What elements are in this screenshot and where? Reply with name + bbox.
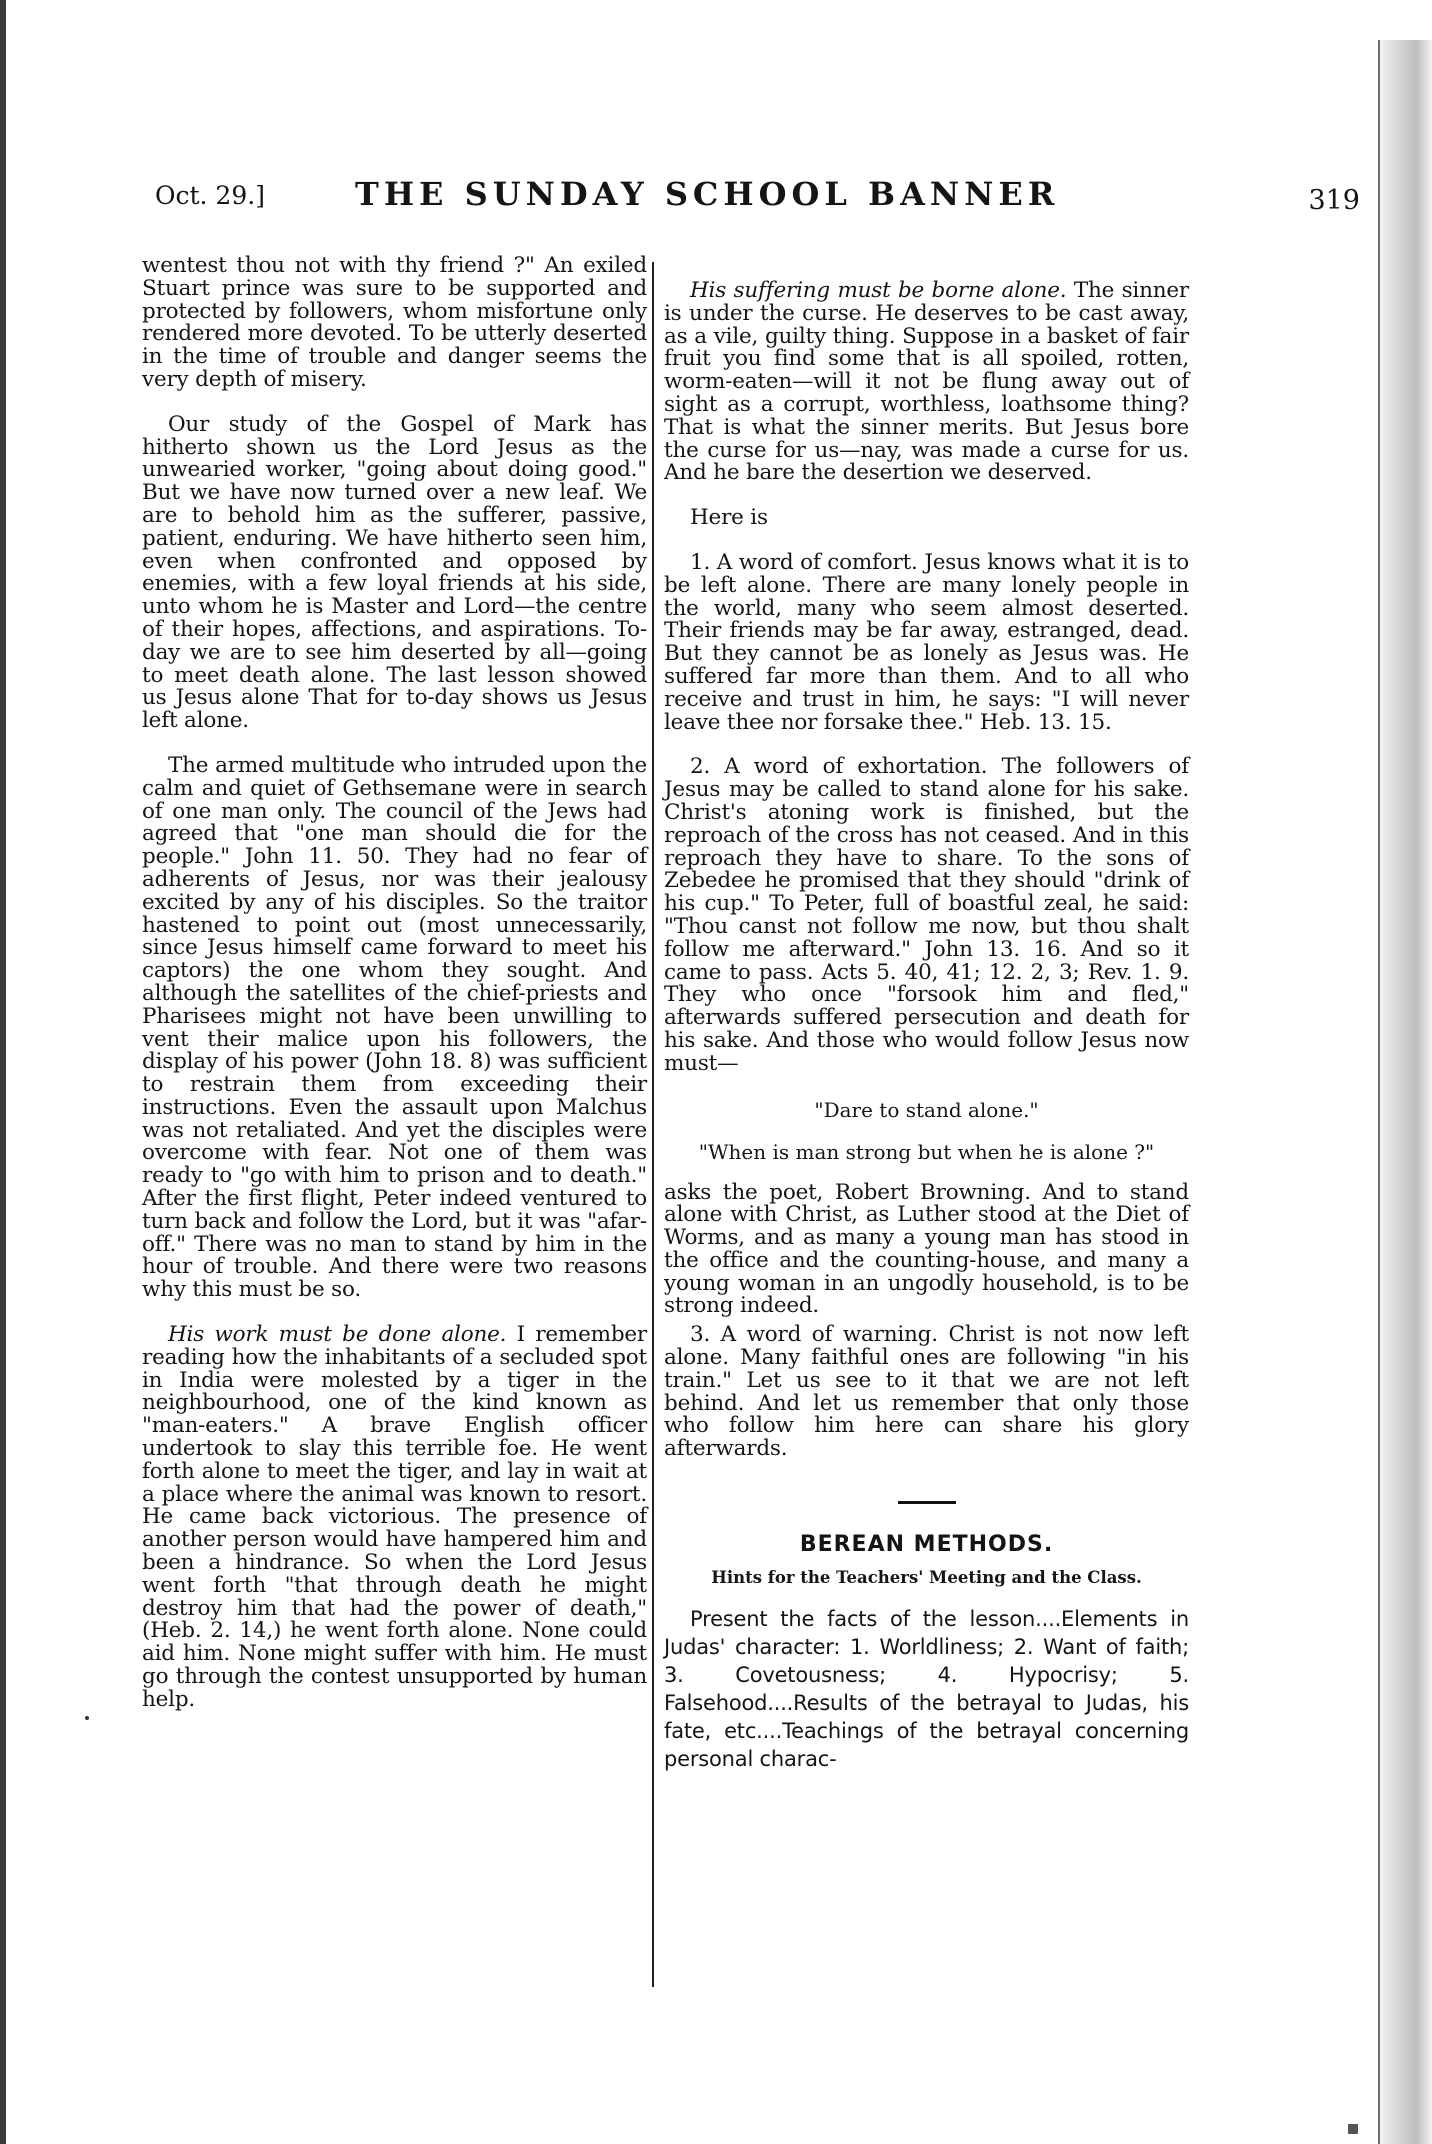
paragraph: 3. A word of warning. Christ is not now left alone. Many faithful ones are following "in his train." Let us see to it that we are not left behind. And let us remember that only those who follow him here can share his glory afterwards. [664, 1322, 1189, 1462]
section-subheading: Hints for the Teachers' Meeting and the Class. [711, 1568, 1142, 1588]
paragraph-lead: His suffering must be borne alone. [690, 278, 1067, 303]
paragraph-body: The sinner is under the curse. He deserves to be cast away, as a vile, guilty thing. Suppose in a basket of fair fruit you find some that is all spoiled, rotten, worm-eaten—will it not be flung away out of sight as a corrupt, worthless, loathsome thing? That is what the sinner merits. But Jesus bore the curse for us—nay, was made a curse for us. And he bare the desertion we deserved. [664, 278, 1190, 486]
paragraph: Here is [690, 505, 768, 531]
corner-mark [1348, 2124, 1358, 2134]
paragraph: 1. A word of comfort. Jesus knows what it is to be left alone. There are many lonely people in the world, many who seem almost deserted. Their friends may be far away, estranged, dead. But they cannot be as lonely as Jesus was. He suffered far more than them. And to all who receive and trust in him, he says: "I will never leave thee nor forsake thee." Heb. 13. 15. [664, 549, 1189, 735]
margin-speck [85, 1716, 89, 1720]
paragraph [664, 280, 1189, 485]
right-column [664, 280, 1189, 1795]
paragraph: Our study of the Gospel of Mark has hitherto shown us the Lord Jesus as the unwearied worker, "going about doing good." But we have now turned over a new leaf. We are to behold him as the sufferer, passive, patient, enduring. We have hitherto seen him, even when confronted and opposed by enemies, with a few loyal friends at his side, unto whom he is Master and Lord—the centre of their hopes, affections, and aspirations. To-day we are to see him deserted by all—going to meet death alone. The last lesson showed us Jesus alone That for to-day shows us Jesus left alone. [142, 411, 647, 734]
quotation: "When is man strong but when he is alone ?" [698, 1139, 1155, 1164]
header-date: Oct. 29.] [155, 181, 265, 210]
paragraph-lead: His work must be done alone. [168, 1322, 507, 1348]
paragraph: The armed multitude who intruded upon the calm and quiet of Gethsemane were in search of one man only. The council of the Jews had agreed that "one man should die for the people." John 11. 50. They had no fear of adherents of Jesus, nor was their jealousy excited by any of his disciples. So the traitor hastened to point out (most unnecessarily, since Jesus himself came forward to meet his captors) the one whom they sought. And although the satellites of the chief-priests and Pharisees might not have been unwilling to vent their malice upon his followers, the display of his power (John 18. 8) was sufficient to restrain them from exceeding their instructions. Even the assault upon Malchus was not retaliated. And yet the disciples were overcome with fear. Not one of them was ready to "go with him to prison and to death." After the first flight, Peter indeed ventured to turn back and follow the Lord, but it was "afar-off." There was no man to stand by him in the hour of trouble. And there were two reasons why this must be so. [142, 752, 647, 1303]
running-header [155, 175, 1360, 235]
section-heading: BEREAN METHODS. [799, 1532, 1054, 1558]
column-divider [652, 262, 654, 1987]
hints-paragraph: Present the facts of the lesson....Elements in Judas' character: 1. Worldliness; 2. Want of faith; 3. Covetousness; 4. Hypocrisy; 5. Falsehood....Results of the betrayal to Judas, his fate, etc....Teachings of the betrayal concerning personal charac- [664, 1607, 1189, 1772]
paragraph: 2. A word of exhortation. The followers of Jesus may be called to stand alone for his sake. Christ's atoning work is finished, but the reproach of the cross has not ceased. And in this reproach they have to share. To the sons of Zebedee he promised that they should "drink of his cup." To Peter, full of boastful zeal, he said: "Thou canst not follow me now, but thou shalt follow me afterward." John 13. 16. And so it came to pass. Acts 5. 40, 41; 12. 2, 3; Rev. 1. 9. They who once "forsook him and fled," afterwards suffered persecution and death for his sake. And those who would follow Jesus now must— [664, 754, 1189, 1076]
section-rule [898, 1501, 956, 1504]
page-left-shadow [0, 0, 6, 2144]
paragraph: asks the poet, Robert Browning. And to stand alone with Christ, as Luther stood at the Diet of Worms, and as many a young man has stood in the office and the counting-house, and many a young woman in an ungodly household, is to be strong indeed. [664, 1179, 1189, 1319]
page-number: 319 [1308, 185, 1360, 216]
paragraph-body: I remember reading how the inhabitants of a secluded spot in India were molested by a tiger in the neighbourhood, one of the kind known as "man-eaters." A brave English officer undertook to slay this terrible foe. He went forth alone to meet the tiger, and lay in wait at a place where the animal was known to resort. He came back victorious. The presence of another person would have hampered him and been a hindrance. So when the Lord Jesus went forth "that through death he might destroy him that had the power of death," (Heb. 2. 14,) he went forth alone. None could aid him. None might suffer with him. He must go through the contest unsupported by human help. [142, 1322, 647, 1712]
page-right-shadow [1380, 40, 1432, 2144]
quotation: "Dare to stand alone." [814, 1097, 1039, 1122]
header-title: THE SUNDAY SCHOOL BANNER [355, 175, 1060, 213]
paragraph: wentest thou not with thy friend ?" An exiled Stuart prince was sure to be supported and protected by followers, whom misfortune only rendered more devoted. To be utterly deserted in the time of trouble and danger seems the very depth of misery. [142, 253, 647, 392]
paragraph [142, 1324, 647, 1712]
left-column [142, 255, 647, 1734]
